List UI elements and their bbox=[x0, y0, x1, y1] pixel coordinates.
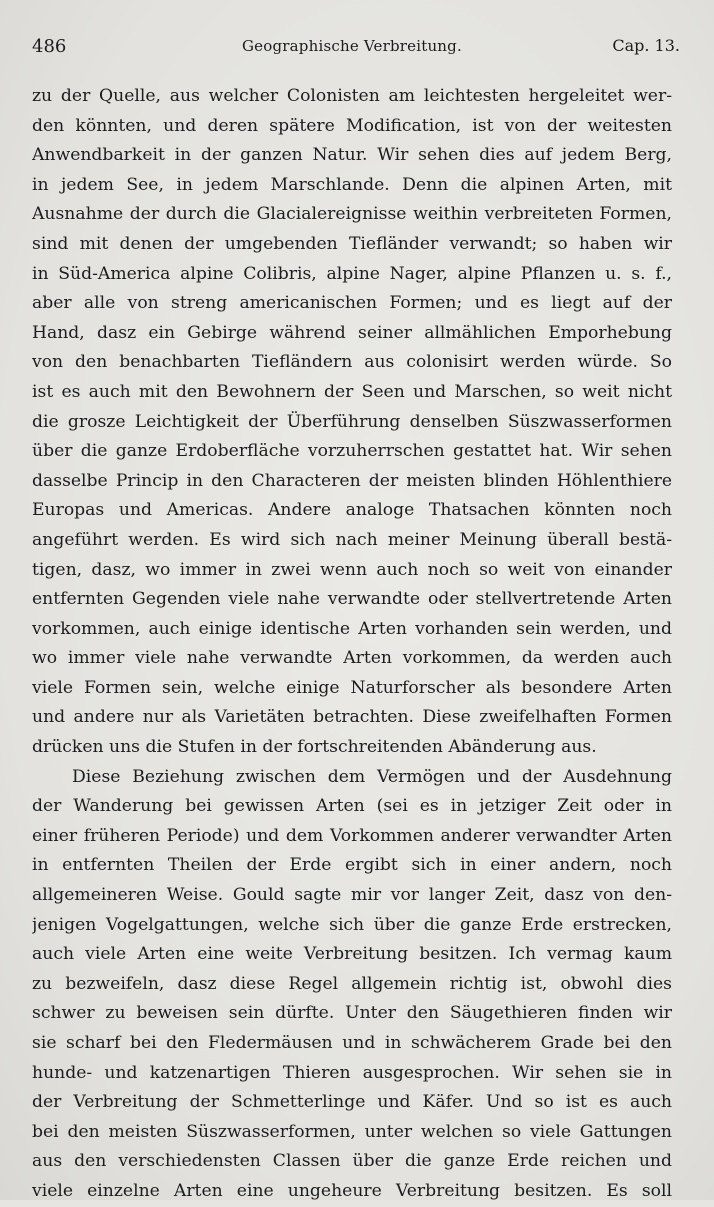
text-line: zu der Quelle, aus welcher Colonisten am leichtesten hergeleitet wer- bbox=[32, 86, 672, 106]
text-line: aber alle von streng americanischen Formen; und es liegt auf der bbox=[32, 293, 672, 314]
text-line: aus den verschiedensten Classen über die ganze Erde reichen und bbox=[32, 1151, 672, 1172]
text-line: wo immer viele nahe verwandte Arten vorkommen, da werden auch bbox=[32, 648, 672, 669]
text-line: und andere nur als Varietäten betrachten. Diese zweifelhaften Formen bbox=[32, 707, 672, 728]
text-line: bei den meisten Süszwasserformen, unter welchen so viele Gattungen bbox=[32, 1121, 672, 1142]
running-title: Geographische Verbreitung. bbox=[242, 37, 462, 55]
body-text bbox=[32, 82, 672, 1207]
text-line: Europas und Americas. Andere analoge Thatsachen könnten noch bbox=[32, 500, 672, 521]
text-line: in jedem See, in jedem Marschlande. Denn die alpinen Arten, mit bbox=[32, 174, 672, 195]
text-line: entfernten Gegenden viele nahe verwandte oder stellvertretende Arten bbox=[32, 589, 672, 610]
paragraph bbox=[32, 82, 672, 763]
text-line: allgemeineren Weise. Gould sagte mir vor langer Zeit, dasz von den- bbox=[32, 885, 672, 906]
text-line: über die ganze Erdoberfläche vorzuherrschen gestattet hat. Wir sehen bbox=[32, 441, 672, 462]
text-line: zu bezweifeln, dasz diese Regel allgemein richtig ist, obwohl dies bbox=[32, 973, 672, 994]
text-line: die grosze Leichtigkeit der Überführung denselben Süszwasserformen bbox=[32, 411, 672, 432]
text-line: einer früheren Periode) und dem Vorkommen anderer verwandter Arten bbox=[32, 825, 672, 846]
paragraph bbox=[32, 763, 672, 1207]
text-line: auch viele Arten eine weite Verbreitung besitzen. Ich vermag kaum bbox=[32, 944, 672, 965]
text-line: dasselbe Princip in den Characteren der meisten blinden Höhlenthiere bbox=[32, 470, 672, 491]
text-line: viele einzelne Arten eine ungeheure Verbreitung besitzen. Es soll bbox=[32, 1180, 672, 1201]
text-line: tigen, dasz, wo immer in zwei wenn auch noch so weit von einander bbox=[32, 559, 672, 580]
text-line: vorkommen, auch einige identische Arten vorhanden sein werden, und bbox=[32, 618, 672, 639]
text-line: viele Formen sein, welche einige Naturforscher als besondere Arten bbox=[32, 677, 672, 698]
text-line: hunde- und katzenartigen Thieren ausgesprochen. Wir sehen sie in bbox=[32, 1062, 672, 1083]
text-line: der Verbreitung der Schmetterlinge und Käfer. Und so ist es auch bbox=[32, 1092, 672, 1113]
page-header bbox=[32, 36, 680, 58]
text-line: angeführt werden. Es wird sich nach meiner Meinung überall bestä- bbox=[32, 529, 672, 550]
text-line: sie scharf bei den Fledermäusen und in schwächerem Grade bei den bbox=[32, 1033, 672, 1053]
text-line: drücken uns die Stufen in der fortschreitenden Abänderung aus. bbox=[32, 737, 597, 758]
text-line: Ausnahme der durch die Glacialereignisse weithin verbreiteten Formen, bbox=[32, 204, 672, 225]
text-line: schwer zu beweisen sein dürfte. Unter den Säugethieren finden wir bbox=[32, 1003, 672, 1024]
text-line: von den benachbarten Tiefländern aus colonisirt werden würde. So bbox=[32, 352, 672, 373]
text-line: in entfernten Theilen der Erde ergibt sich in einer andern, noch bbox=[32, 855, 672, 876]
text-line: jenigen Vogelgattungen, welche sich über die ganze Erde erstrecken, bbox=[32, 914, 672, 935]
text-line: Hand, dasz ein Gebirge während seiner allmählichen Emporhebung bbox=[32, 322, 672, 343]
text-line: Anwendbarkeit in der ganzen Natur. Wir sehen dies auf jedem Berg, bbox=[32, 145, 672, 166]
text-line: ist es auch mit den Bewohnern der Seen und Marschen, so weit nicht bbox=[32, 381, 672, 402]
text-line: Diese Beziehung zwischen dem Vermögen und der Ausdehnung bbox=[72, 766, 672, 787]
page-number: 486 bbox=[32, 36, 67, 57]
text-line: sind mit denen der umgebenden Tiefländer verwandt; so haben wir bbox=[32, 233, 672, 254]
chapter-label: Cap. 13. bbox=[612, 36, 680, 55]
text-line: den könnten, und deren spätere Modification, ist von der weitesten bbox=[32, 115, 672, 136]
text-line: der Wanderung bei gewissen Arten (sei es in jetziger Zeit oder in bbox=[32, 796, 672, 817]
text-line: in Süd-America alpine Colibris, alpine Nager, alpine Pflanzen u. s. f., bbox=[32, 263, 672, 284]
